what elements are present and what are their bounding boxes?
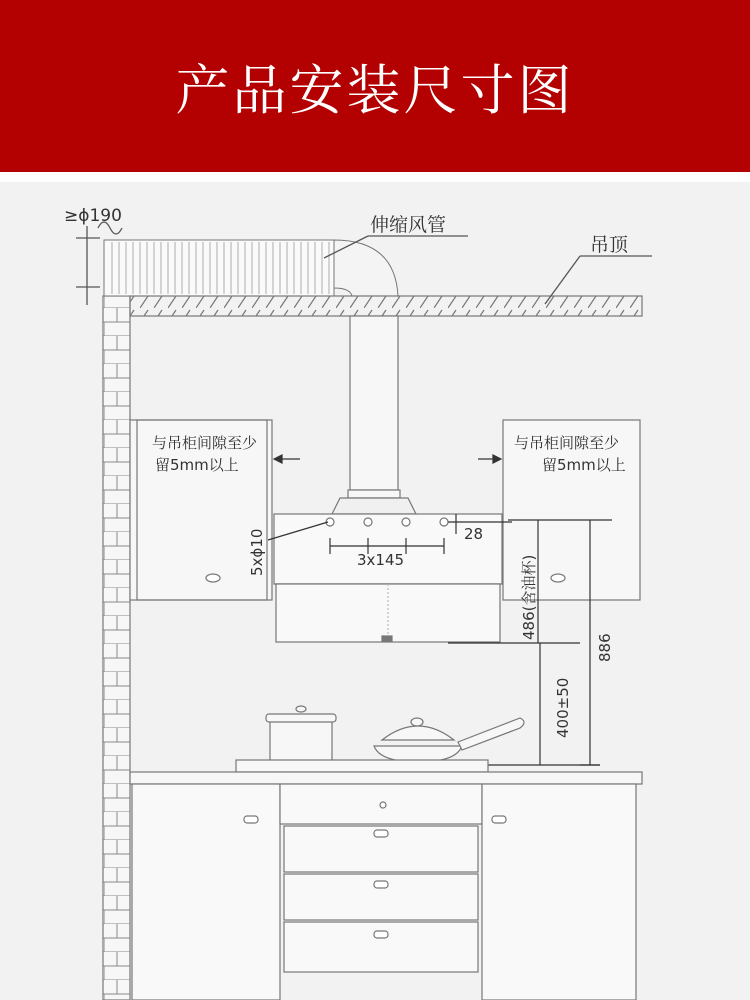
- height-400-label: 400±50: [554, 677, 572, 738]
- divider-strip: [0, 172, 750, 182]
- ceiling-board: [130, 296, 642, 316]
- gap-left-line2: 留5mm以上: [155, 456, 239, 474]
- gap-left-line1: 与吊柜间隙至少: [152, 434, 258, 452]
- cooktop: [236, 760, 488, 772]
- pot: [266, 706, 336, 762]
- gap-right-line1: 与吊柜间隙至少: [514, 434, 620, 452]
- page-title: 产品安装尺寸图: [175, 58, 575, 122]
- gap-right-arrow: [478, 455, 501, 463]
- base-cabinets: [132, 784, 636, 1000]
- holes-label: 5xϕ10: [248, 528, 266, 576]
- flex-duct-label: 伸缩风管: [370, 214, 447, 236]
- installation-diagram: [0, 182, 750, 1000]
- gap-right-line2: 留5mm以上: [542, 456, 626, 474]
- countertop: [130, 772, 642, 784]
- height-486-label: 486(含油杯): [520, 554, 538, 640]
- height-886-label: 886: [596, 633, 614, 662]
- header-banner: [0, 0, 750, 172]
- frying-pan: [374, 718, 524, 762]
- ceiling-label: 吊顶: [590, 234, 629, 256]
- chimney-duct: [332, 316, 416, 514]
- height-400-dimension: [480, 643, 600, 765]
- duct-diameter-label: ≥ϕ190: [64, 206, 122, 226]
- gap-left-arrow: [274, 455, 300, 463]
- offset-28-label: 28: [464, 525, 484, 543]
- hole-spacing-label: 3x145: [357, 551, 405, 569]
- brick-wall: [103, 296, 130, 1000]
- flex-duct: [104, 240, 398, 296]
